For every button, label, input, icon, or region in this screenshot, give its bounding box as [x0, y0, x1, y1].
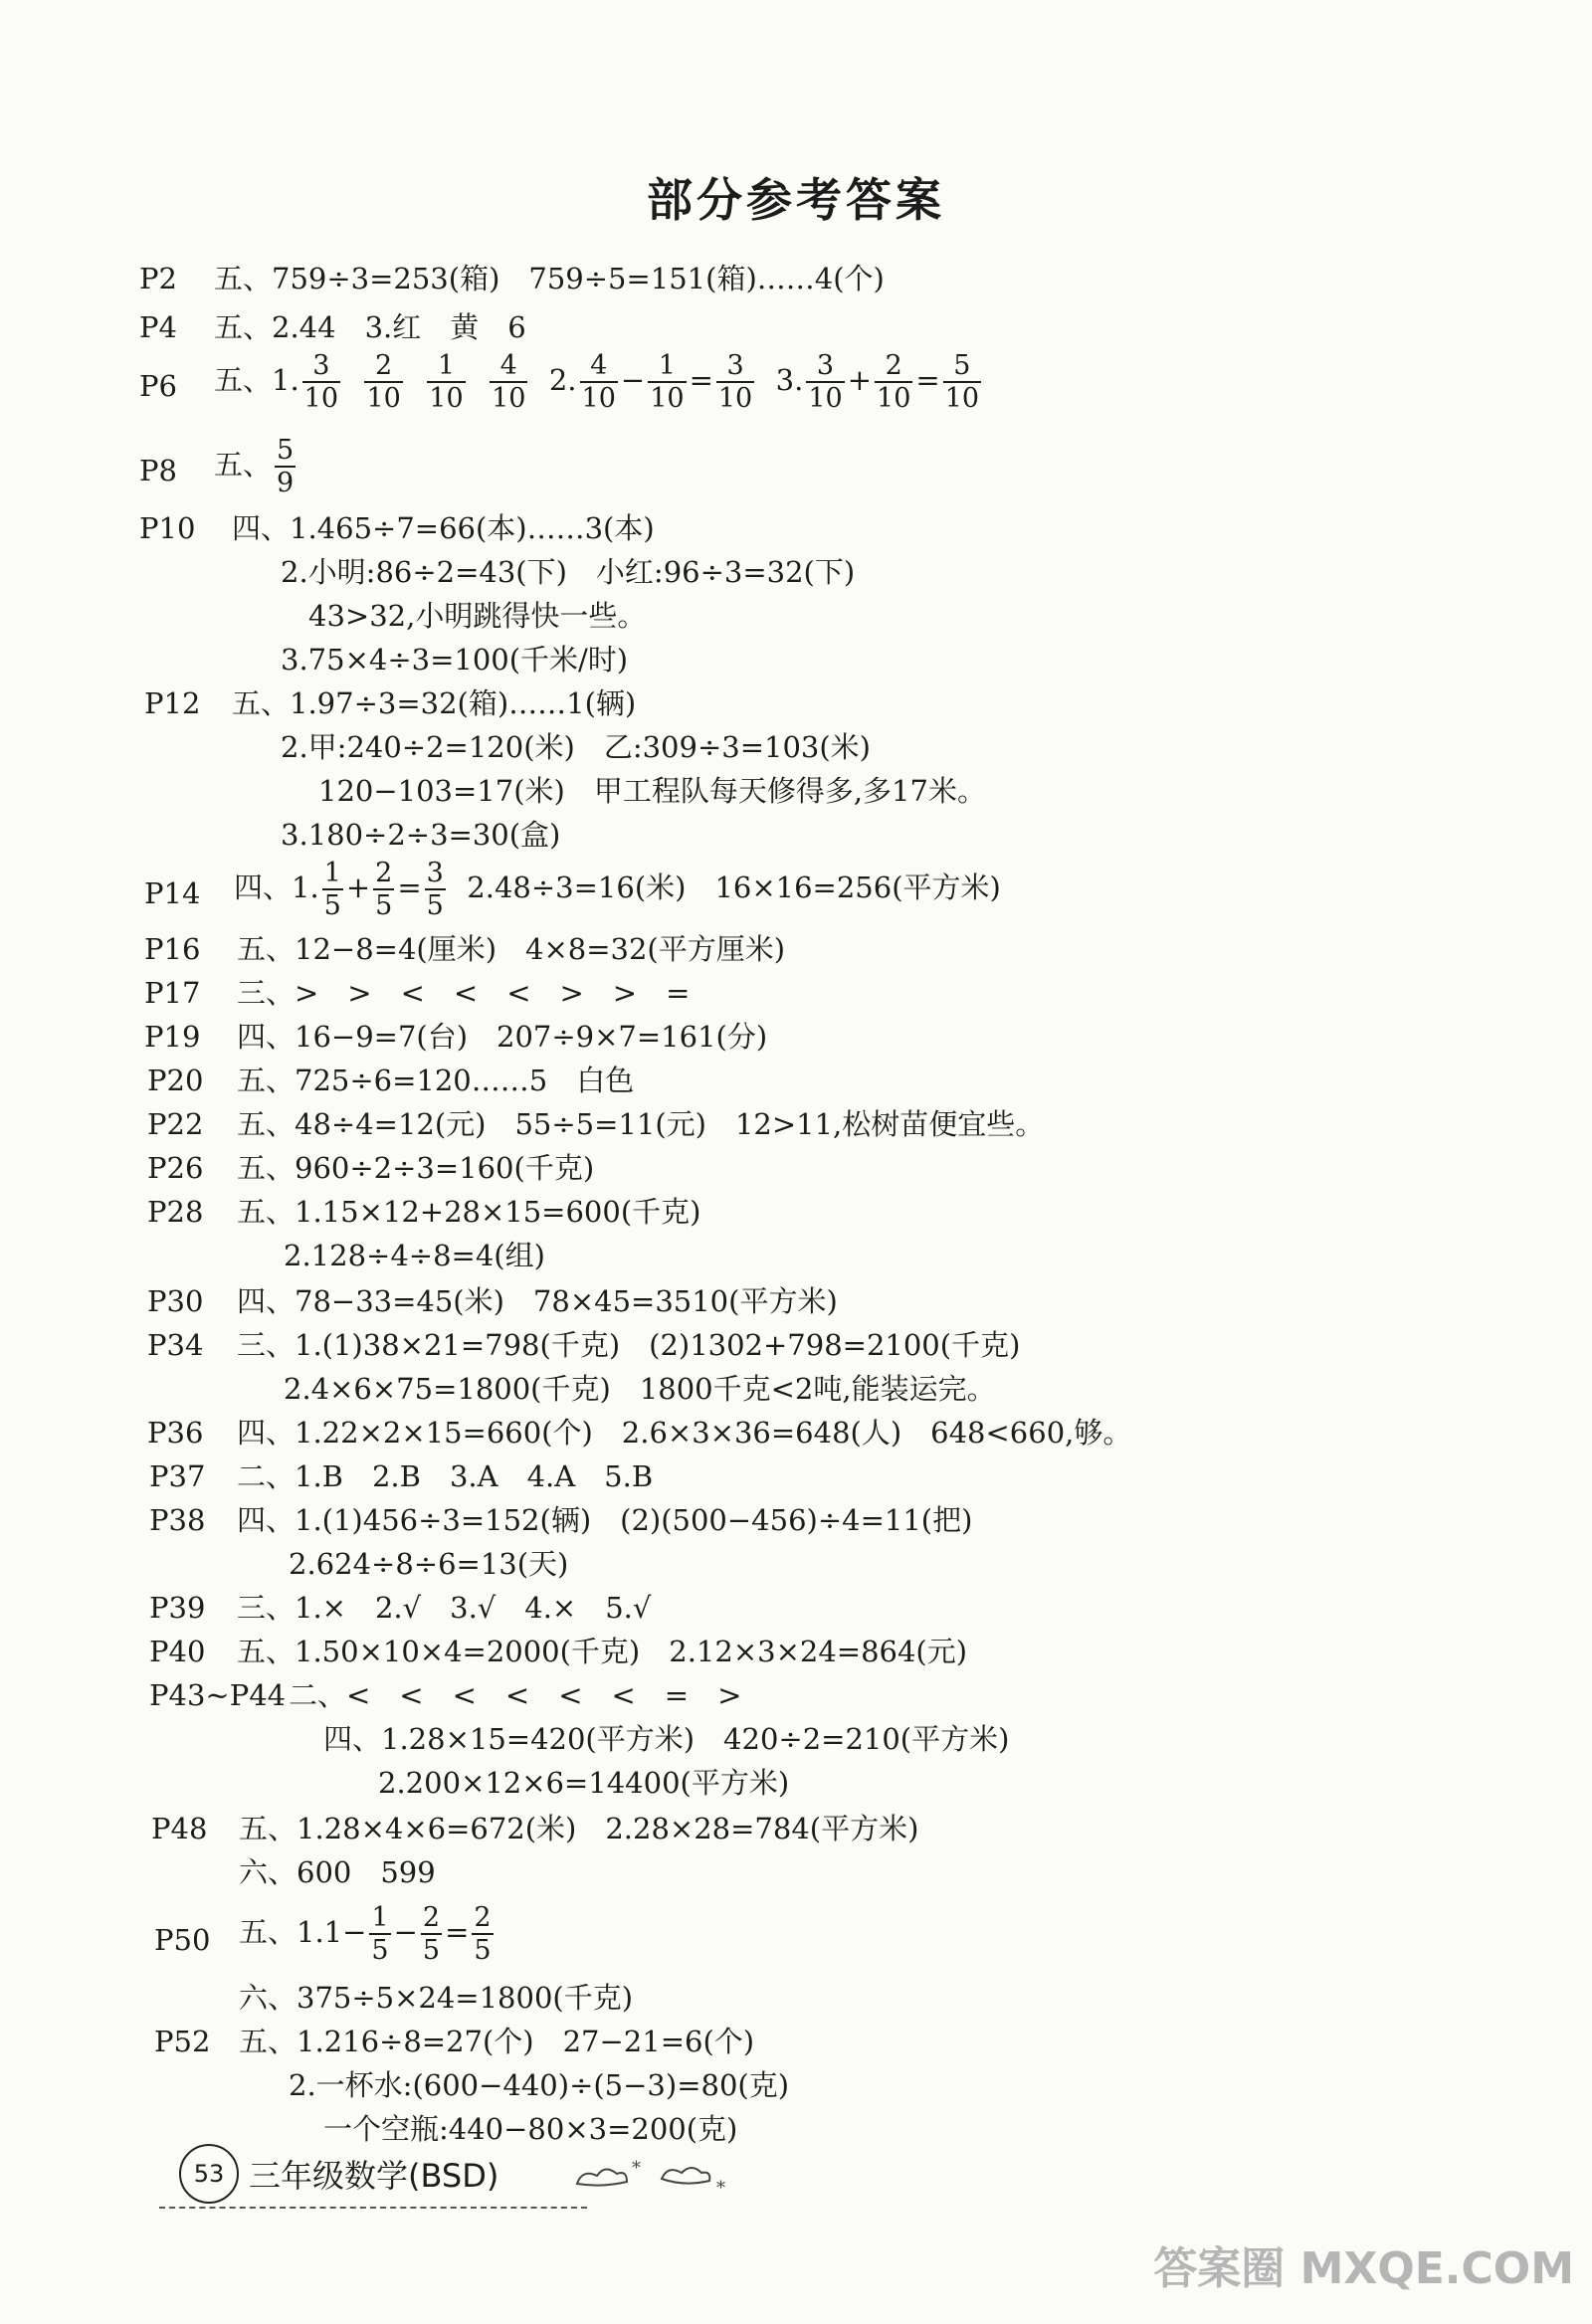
answer-line-fractions: 五、1.1− $\frac{1}{5}$ − $\frac{2}{5}$ = $\frac{2}{5}$: [239, 1902, 492, 1967]
fraction: $\frac{4}{10}$: [581, 350, 616, 415]
watermark: 答案圈 MXQE.COM: [1153, 2243, 1574, 2294]
answer-line: 2.4×6×75=1800(千克) 1800千克<2吨,能装运完。: [284, 1372, 996, 1406]
fraction: $\frac{1}{10}$: [650, 350, 685, 415]
answer-line: 六、375÷5×24=1800(千克): [239, 1981, 634, 2015]
answer-line: 五、1.216÷8=27(个) 27−21=6(个): [239, 2025, 755, 2058]
page-ref: P17: [144, 976, 201, 1010]
svg-text:*: *: [716, 2178, 725, 2199]
answer-line: 三、> > < < < > > =: [237, 976, 691, 1010]
page-ref: P43~P44: [149, 1678, 287, 1712]
page-ref: P2: [139, 262, 177, 295]
answer-line: 四、1.22×2×15=660(个) 2.6×3×36=648(人) 648<660,够。: [237, 1416, 1132, 1450]
answer-line: 四、1.28×15=420(平方米) 420÷2=210(平方米): [323, 1722, 1010, 1756]
page-ref: P14: [144, 876, 201, 910]
page-ref: P6: [139, 369, 177, 403]
page-ref: P50: [154, 1923, 211, 1957]
page-ref: P40: [149, 1635, 206, 1668]
answer-line-fractions: 五、 $\frac{5}{9}$: [214, 435, 295, 499]
fraction: $\frac{2}{5}$: [422, 1902, 441, 1967]
answer-line: 五、12−8=4(厘米) 4×8=32(平方厘米): [237, 932, 786, 966]
answer-line: 五、725÷6=120……5 白色: [237, 1064, 635, 1097]
page-number: 53: [179, 2144, 239, 2204]
svg-text:*: *: [632, 2158, 641, 2179]
answer-line: 2.200×12×6=14400(平方米): [378, 1766, 790, 1800]
cloud-decoration-icon: [567, 2149, 736, 2199]
answer-line: 四、1.465÷7=66(本)……3(本): [232, 511, 655, 545]
answer-line: 五、759÷3=253(箱) 759÷5=151(箱)……4(个): [214, 262, 885, 295]
fraction: $\frac{2}{10}$: [366, 350, 401, 415]
page-ref: P48: [151, 1812, 208, 1845]
answer-line: 二、< < < < < < = >: [289, 1678, 742, 1712]
answer-line: 四、78−33=45(米) 78×45=3510(平方米): [237, 1284, 838, 1318]
answer-line: 五、1.50×10×4=2000(千克) 2.12×3×24=864(元): [237, 1635, 968, 1668]
answer-line: 一个空瓶:440−80×3=200(克): [323, 2112, 738, 2146]
page-ref: P34: [147, 1328, 204, 1362]
answer-line: 2.小明:86÷2=43(下) 小红:96÷3=32(下): [281, 555, 856, 589]
footer-divider: [159, 2207, 587, 2209]
fraction: $\frac{5}{10}$: [944, 350, 980, 415]
answer-line: 3.75×4÷3=100(千米/时): [281, 643, 629, 677]
page-ref: P8: [139, 454, 177, 487]
answer-line: 2.128÷4÷8=4(组): [284, 1239, 545, 1272]
answer-line: 五、1.28×4×6=672(米) 2.28×28=784(平方米): [239, 1812, 919, 1845]
answer-line-fractions: 五、1. $\frac{3}{10}$ $\frac{2}{10}$ $\frac{1}{10}$ $\frac{4}{10}$ 2. $\frac{4}{10}$ − $\frac{1}{10}$ = $\frac{3}{10}$ 3. $\frac{3}{10}$ + $\frac{2}{10}$ = $\frac{5}{10}$: [214, 350, 980, 415]
page-ref: P26: [147, 1151, 204, 1185]
fraction: $\frac{3}{10}$: [303, 350, 339, 415]
answer-line: 三、1.(1)38×21=798(千克) (2)1302+798=2100(千克): [237, 1328, 1021, 1362]
page-ref: P12: [144, 686, 201, 720]
page-ref: P37: [149, 1459, 206, 1493]
page-title: 部分参考答案: [647, 173, 945, 227]
fraction: $\frac{3}{10}$: [808, 350, 843, 415]
page-ref: P52: [154, 2025, 211, 2058]
answer-line: 四、16−9=7(台) 207÷9×7=161(分): [237, 1020, 768, 1054]
answer-line: 43>32,小明跳得快一些。: [308, 599, 647, 633]
answer-line: 2.624÷8÷6=13(天): [289, 1547, 569, 1581]
page-ref: P22: [147, 1107, 204, 1141]
page-ref: P36: [147, 1416, 204, 1450]
answer-line: 2.甲:240÷2=120(米) 乙:309÷3=103(米): [281, 730, 871, 764]
answer-line: 四、1.(1)456÷3=152(辆) (2)(500−456)÷4=11(把): [237, 1503, 973, 1537]
answer-line: 2.一杯水:(600−440)÷(5−3)=80(克): [289, 2068, 790, 2102]
page-ref: P10: [139, 511, 196, 545]
fraction: $\frac{2}{5}$: [474, 1902, 492, 1967]
fraction: $\frac{5}{9}$: [277, 435, 295, 499]
answer-line: 五、48÷4=12(元) 55÷5=11(元) 12>11,松树苗便宜些。: [237, 1107, 1045, 1141]
page-footer: [149, 2139, 746, 2219]
page-ref: P39: [149, 1591, 206, 1625]
page-ref: P19: [144, 1020, 201, 1054]
answer-line: 五、960÷2÷3=160(千克): [237, 1151, 595, 1185]
fraction: $\frac{3}{10}$: [717, 350, 753, 415]
answer-line: 120−103=17(米) 甲工程队每天修得多,多17米。: [318, 774, 986, 808]
answer-line: 六、600 599: [239, 1855, 436, 1889]
fraction: $\frac{3}{5}$: [426, 858, 444, 922]
page-ref: P16: [144, 932, 201, 966]
page-ref: P30: [147, 1284, 204, 1318]
fraction: $\frac{2}{10}$: [877, 350, 911, 415]
answer-line: 五、2.44 3.红 黄 6: [214, 310, 526, 344]
answer-line: 三、1.× 2.√ 3.√ 4.× 5.√: [237, 1591, 652, 1625]
fraction: $\frac{4}{10}$: [492, 350, 526, 415]
fraction: $\frac{2}{5}$: [375, 858, 393, 922]
fraction: $\frac{1}{5}$: [371, 1902, 389, 1967]
answer-line: 二、1.B 2.B 3.A 4.A 5.B: [237, 1459, 654, 1493]
book-title: 三年级数学(BSD): [249, 2157, 499, 2195]
answer-line: 五、1.15×12+28×15=600(千克): [237, 1195, 701, 1229]
page-ref: P38: [149, 1503, 206, 1537]
page-ref: P20: [147, 1064, 204, 1097]
fraction: $\frac{1}{5}$: [323, 858, 341, 922]
page-ref: P28: [147, 1195, 204, 1229]
answer-line-fractions: 四、1. $\frac{1}{5}$ + $\frac{2}{5}$ = $\frac{3}{5}$ 2.48÷3=16(米) 16×16=256(平方米): [234, 858, 1001, 922]
fraction: $\frac{1}{10}$: [429, 350, 464, 415]
answer-line: 3.180÷2÷3=30(盒): [281, 818, 561, 852]
page-ref: P4: [139, 310, 177, 344]
answer-line: 五、1.97÷3=32(箱)……1(辆): [232, 686, 637, 720]
